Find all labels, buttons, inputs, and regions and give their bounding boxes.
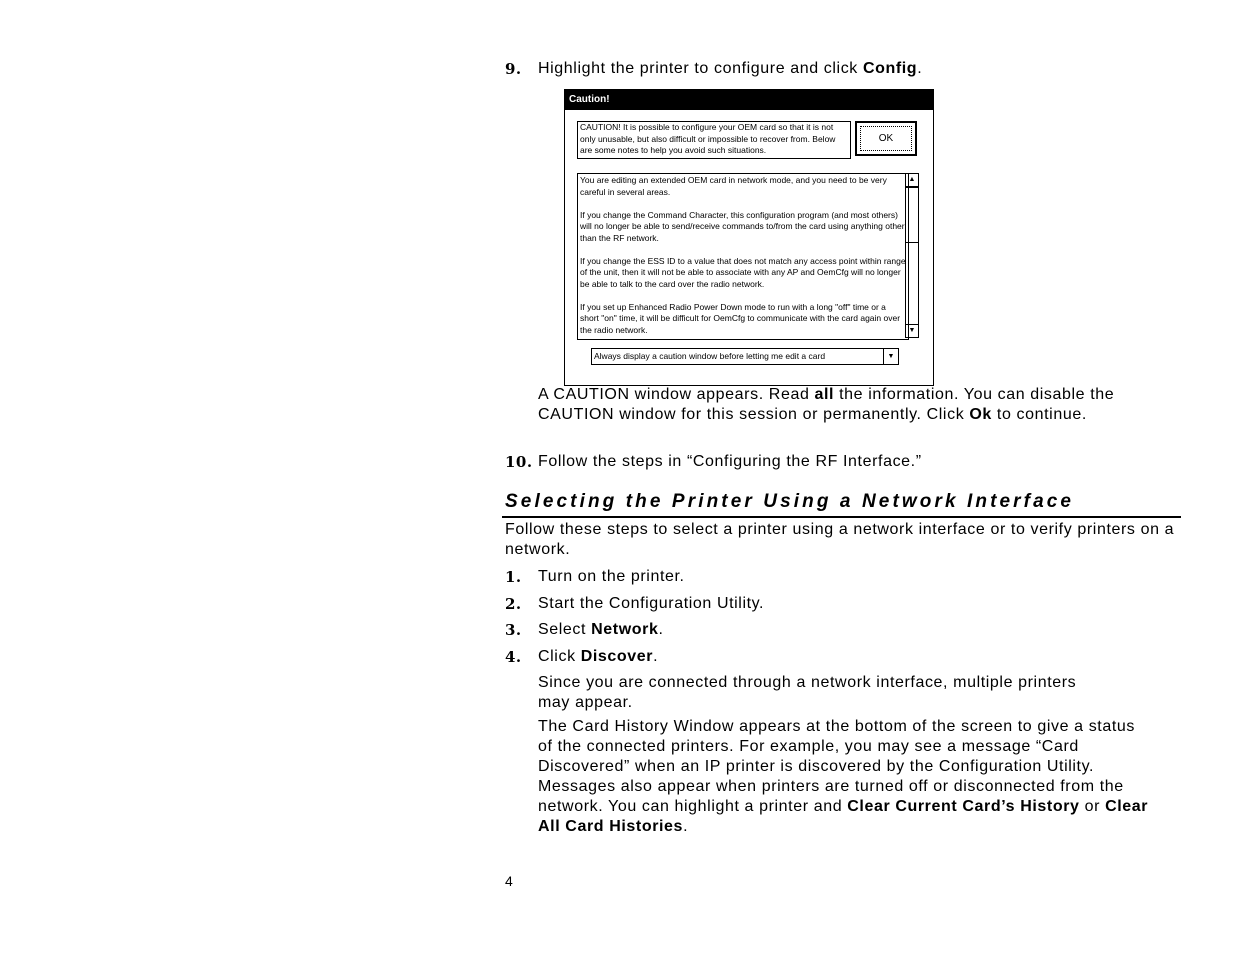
- step-1-number: 1.: [505, 568, 522, 586]
- step-4-number: 4.: [505, 648, 522, 666]
- scroll-up-arrow-icon[interactable]: ▲: [906, 174, 918, 187]
- step-3-pre: Select: [538, 621, 592, 638]
- dialog-body-paragraph: You are editing an extended OEM card in network mode, and you need to be very careful in several areas.: [580, 175, 887, 197]
- dialog-body-paragraph: If you set up Enhanced Radio Power Down mode to run with a long "off" time or a short "on" time, it will be difficult for OemCfg to communicate with the card again over the radio network.: [580, 301, 901, 335]
- scroll-thumb[interactable]: [906, 187, 918, 243]
- dialog-body-text: [577, 173, 909, 340]
- step-9-post: .: [917, 60, 923, 77]
- dropdown-arrow-icon[interactable]: ▼: [883, 349, 898, 364]
- dialog-ok-button[interactable]: [855, 121, 917, 156]
- step-2-pre: Start the Configuration Utility.: [538, 595, 765, 612]
- caution-text-2: the information. You can disable the CAUTION window for this session or permanently. Click: [538, 386, 1115, 423]
- step-1-text: [538, 567, 1178, 587]
- caution-text-3: to continue.: [991, 406, 1087, 423]
- dialog-scrollbar[interactable]: [905, 173, 919, 338]
- step-3-text: [538, 620, 1178, 640]
- ok-focus-ring: [860, 126, 912, 151]
- step-1-pre: Turn on the printer.: [538, 568, 685, 585]
- multiple-printers-paragraph: Since you are connected through a network interface, multiple printers may appear.: [538, 674, 1077, 711]
- history-text-1: The Card History Window appears at the bottom of the screen to give a status of the connected printers. For example, you may see a message “Card Discovered” when an IP printer is discovered by the Configuration Utility. Messages also appear when printers are turned off or disconnected from the network. You can highlight a printer and: [538, 718, 1135, 815]
- step-4-pre: Click: [538, 648, 581, 665]
- section-heading: Selecting the Printer Using a Network Interface: [505, 491, 1075, 512]
- caution-text-bold-all: all: [814, 386, 835, 403]
- ok-label: OK: [878, 133, 894, 144]
- step-9-pre: Highlight the printer to configure and click: [538, 60, 863, 77]
- select-value: Always display a caution window before letting me edit a card: [594, 351, 826, 361]
- step-9-bold: Config: [862, 60, 918, 77]
- dialog-body-paragraph: If you change the Command Character, this configuration program (and most others) will no longer be able to send/receive commands to/from the card using anything other than the RF network.: [580, 209, 905, 243]
- caution-dialog: [564, 89, 934, 386]
- step-10-number: 10.: [505, 453, 533, 471]
- step-9-text: [538, 59, 1178, 79]
- dialog-title: Caution!: [565, 90, 933, 110]
- section-intro: Follow these steps to select a printer using a network interface or to verify printers on a network.: [505, 521, 1175, 558]
- card-history-paragraph: [538, 717, 1153, 837]
- caution-paragraph: [538, 385, 1148, 425]
- dialog-body-paragraph: If you change the ESS ID to a value that does not match any access point within range of the unit, then it will not be able to associate with any AP and OemCfg will no longer be able to talk to the card over the radio network.: [580, 255, 906, 289]
- scroll-down-arrow-icon[interactable]: ▼: [906, 324, 918, 337]
- heading-rule: [502, 516, 1181, 518]
- step-4-bold: Discover: [580, 648, 654, 665]
- step-10-text: Follow the steps in “Configuring the RF Interface.”: [538, 453, 922, 470]
- history-text-3: .: [683, 818, 689, 835]
- caution-text-bold-ok: Ok: [969, 406, 992, 423]
- step-9-number: 9.: [505, 60, 522, 78]
- step-4-post: .: [653, 648, 659, 665]
- history-bold-clear-current: Clear Current Card’s History: [847, 798, 1080, 815]
- step-2-text: [538, 594, 1178, 614]
- step-3-post: .: [658, 621, 664, 638]
- history-text-2: or: [1079, 798, 1106, 815]
- step-3-number: 3.: [505, 621, 522, 639]
- step-3-bold: Network: [591, 621, 659, 638]
- step-2-number: 2.: [505, 595, 522, 613]
- dialog-caution-note: CAUTION! It is possible to configure your OEM card so that it is not only unusable, but also difficult or impossible to recover from. Below are some notes to help you avoid such situations.: [577, 121, 851, 159]
- history-bold-clear-all: Clear All Card Histories: [538, 798, 1149, 835]
- page-number: 4: [505, 873, 513, 889]
- step-4-text: [538, 647, 1178, 667]
- caution-display-select[interactable]: [591, 348, 899, 365]
- caution-text-1: A CAUTION window appears. Read: [538, 386, 815, 403]
